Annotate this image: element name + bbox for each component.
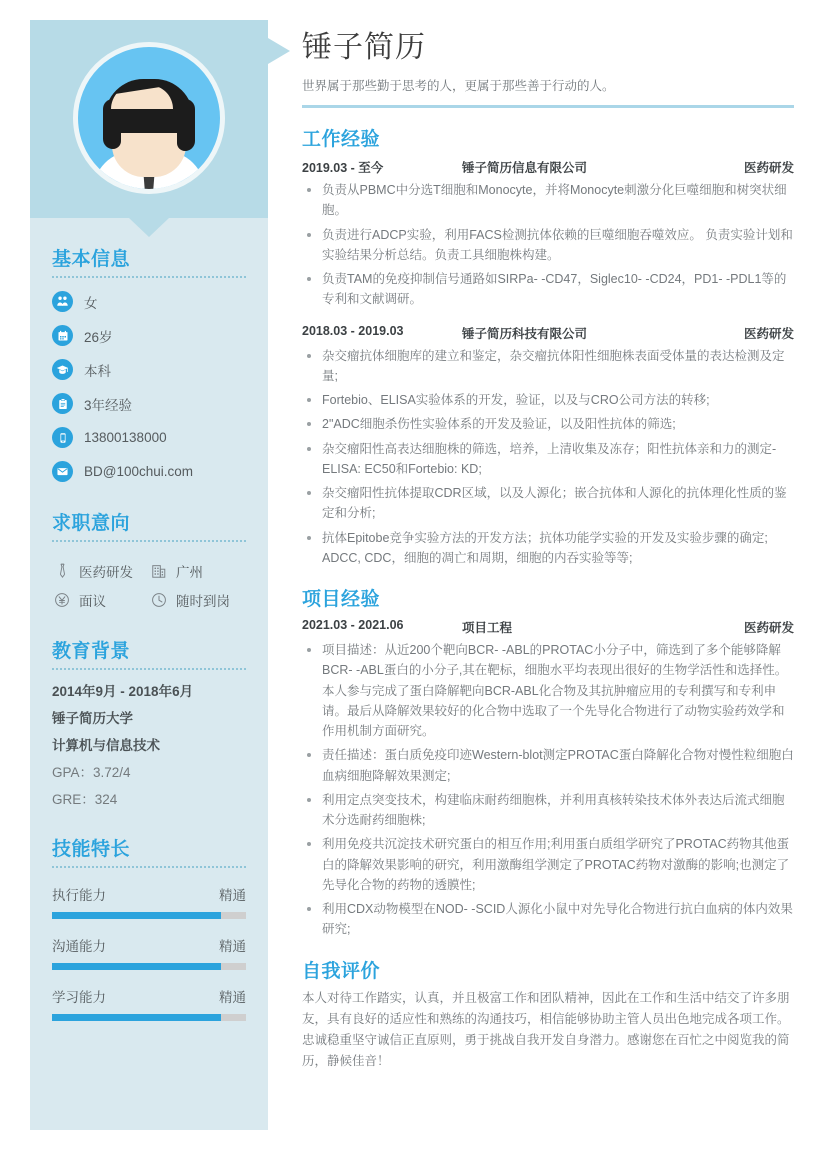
sidebar: [30, 20, 268, 1130]
bullet-item: 杂交瘤阳性高表达细胞株的筛选，培养，上清收集及冻存；阳性抗体亲和力的测定-ELISA: EC50和Fortebio: KD;: [302, 439, 794, 480]
divider: [52, 276, 246, 278]
bullet-item: 利用定点突变技术，构建临床耐药细胞株，并利用真核转染技术体外表达后流式细胞术分选耐药细胞株;: [302, 790, 794, 831]
info-row-gender: [52, 291, 246, 312]
skill-level: 精通: [219, 888, 246, 903]
graduation-cap-icon: [52, 359, 73, 380]
job-company: 锤子简历科技有限公司: [462, 326, 588, 341]
work-experience-section: [302, 124, 794, 568]
bullet-item: 利用免疫共沉淀技术研究蛋白的相互作用;利用蛋白质组学研究了PROTAC药物其他蛋白的降解效果影响的研究，利用激酶组学测定了PROTAC药物对激酶的影响;也测定了先导化合物的药物的透膜性;: [302, 834, 794, 895]
clock-icon: [149, 590, 169, 610]
info-value: 13800138000: [84, 430, 167, 445]
job-intention-section: [52, 508, 246, 610]
intent-value: 面议: [79, 594, 106, 609]
tagline: 世界属于那些勤于思考的人，更属于那些善于行动的人。: [302, 79, 615, 93]
work-entry: [302, 158, 794, 310]
bullet-item: 负责从PBMC中分选T细胞和Monocyte，并将Monocyte刺激分化巨噬细胞和树突状细胞。: [302, 180, 794, 221]
project-experience-title: 项目经验: [302, 589, 381, 610]
info-row-age: [52, 325, 246, 346]
project-bullets: [302, 640, 794, 940]
gender-icon: [52, 291, 73, 312]
envelope-icon: [52, 461, 73, 482]
avatar-notch: [129, 218, 169, 237]
education-gre: GRE：324: [52, 792, 118, 807]
avatar: [73, 42, 225, 194]
job-date: 2018.03 - 2019.03: [302, 323, 404, 338]
info-row-experience: [52, 393, 246, 414]
skill-name: 执行能力: [52, 888, 106, 903]
work-experience-title: 工作经验: [302, 129, 381, 150]
bullet-item: Fortebio、ELISA实验体系的开发，验证，以及与CRO公司方法的转移;: [302, 390, 794, 410]
info-value: BD@100chui.com: [84, 464, 194, 479]
intent-item-position: [52, 561, 149, 581]
skills-section: [52, 834, 246, 1021]
education-major: 计算机与信息技术: [52, 738, 160, 753]
building-icon: [149, 561, 169, 581]
skill-progress-track: [52, 1014, 246, 1021]
skills-title: 技能特长: [52, 839, 131, 860]
page-title: 锤子简历: [302, 31, 426, 64]
skill-item: [52, 986, 246, 1021]
divider: [52, 540, 246, 542]
project-role: 医药研发: [743, 621, 794, 635]
bullet-item: 负责TAM的免疫抑制信号通路如SIRPa- -CD47，Siglec10- -CD24，PD1- -PDL1等的专利和文献调研。: [302, 269, 794, 310]
project-name: 项目工程: [462, 621, 513, 635]
intent-item-salary: [52, 590, 149, 610]
clipboard-icon: [52, 393, 73, 414]
intent-value: 广州: [176, 565, 203, 580]
bullet-item: 杂交瘤阳性抗体提取CDR区域，以及人源化；嵌合抗体和人源化的抗体理化性质的鉴定和分析;: [302, 483, 794, 524]
self-evaluation-title: 自我评价: [302, 960, 381, 982]
sidebar-pointer-arrow: [268, 38, 290, 64]
divider: [52, 866, 246, 868]
info-row-phone: [52, 427, 246, 448]
main-column: [302, 22, 794, 1072]
bullet-item: 责任描述：蛋白质免疫印迹Western-blot测定PROTAC蛋白降解化合物对慢性粒细胞白血病细胞降解效果测定;: [302, 745, 794, 786]
skill-name: 学习能力: [52, 990, 106, 1005]
skill-name: 沟通能力: [52, 939, 106, 954]
job-date: 2019.03 - 至今: [302, 161, 384, 175]
bullet-item: 抗体Epitobe竞争实验方法的开发方法；抗体功能学实验的开发及实验步骤的确定; ADCC, CDC，细胞的凋亡和周期，细胞的内吞实验等等;: [302, 528, 794, 569]
intent-value: 随时到岗: [176, 594, 230, 609]
divider: [52, 668, 246, 670]
bullet-item: 利用CDX动物模型在NOD- -SCID人源化小鼠中对先导化合物进行抗白血病的体内效果研究;: [302, 899, 794, 940]
skill-progress-fill: [52, 1014, 221, 1021]
info-value: 3年经验: [84, 397, 133, 413]
job-bullets: [302, 180, 794, 310]
calendar-icon: [52, 325, 73, 346]
project-date: 2021.03 - 2021.06: [302, 618, 404, 632]
self-evaluation-section: [302, 956, 794, 1072]
project-entry: [302, 618, 794, 940]
job-intention-title: 求职意向: [52, 513, 131, 534]
education-title: 教育背景: [52, 641, 131, 662]
education-school: 锤子简历大学: [52, 711, 133, 726]
basic-info-title: 基本信息: [52, 249, 131, 270]
info-value: 女: [84, 295, 98, 311]
skill-progress-fill: [52, 963, 221, 970]
work-entry: [302, 324, 794, 569]
skill-progress-fill: [52, 912, 221, 919]
education-date: 2014年9月 - 2018年6月: [52, 684, 194, 699]
info-row-education: [52, 359, 246, 380]
skill-item: [52, 884, 246, 919]
bullet-item: 2"ADC细胞杀伤性实验体系的开发及验证，以及阳性抗体的筛选;: [302, 414, 794, 434]
info-value: 26岁: [84, 329, 113, 345]
project-experience-section: [302, 584, 794, 940]
intent-value: 医药研发: [79, 565, 133, 580]
self-evaluation-text: 本人对待工作踏实，认真，并且极富工作和团队精神，因此在工作和生活中结交了许多朋友，具有良好的适应性和熟练的沟通技巧，相信能够协助主管人员出色地完成各项工作。忠诚稳重坚守诚信正直原则，勇于挑战自我开发自身潜力。感谢您在百忙之中阅览我的简历，静候佳音！: [302, 990, 790, 1068]
info-row-email: [52, 461, 246, 482]
header-divider: [302, 105, 794, 108]
skill-progress-track: [52, 963, 246, 970]
avatar-panel: [30, 20, 268, 218]
yen-icon: [52, 590, 72, 610]
info-value: 本科: [84, 363, 111, 379]
education-section: [52, 636, 246, 808]
job-company: 锤子简历信息有限公司: [462, 161, 588, 175]
skill-progress-track: [52, 912, 246, 919]
skill-item: [52, 935, 246, 970]
job-bullets: [302, 346, 794, 569]
basic-info-section: [52, 244, 246, 482]
phone-icon: [52, 427, 73, 448]
job-role: 医药研发: [743, 161, 794, 175]
bullet-item: 项目描述：从近200个靶向BCR- -ABL的PROTAC小分子中，筛选到了多个能够降解BCR- -ABL蛋白的小分子,其在靶标，细胞水平均表现出很好的生物学活性和选择性。本人参与完成了蛋白降解靶向BCR-ABL化合物及其抗肿瘤应用的专利撰写和专利申请。最后从降解效果较好的化合物中选取了一个先导化合物进行了动物实验药效学和作用机制方面研究。: [302, 640, 794, 741]
intent-item-availability: [149, 590, 246, 610]
skill-level: 精通: [219, 990, 246, 1005]
tie-icon: [52, 561, 72, 581]
bullet-item: 杂交瘤抗体细胞库的建立和鉴定，杂交瘤抗体阳性细胞株表面受体量的表达检测及定量;: [302, 346, 794, 387]
bullet-item: 负责进行ADCP实验，利用FACS检测抗体依赖的巨噬细胞吞噬效应。 负责实验计划和实验结果分析总结。负责工具细胞株构建。: [302, 225, 794, 266]
job-role: 医药研发: [743, 326, 794, 341]
intent-item-city: [149, 561, 246, 581]
education-gpa: GPA：3.72/4: [52, 765, 131, 780]
skill-level: 精通: [219, 939, 246, 954]
